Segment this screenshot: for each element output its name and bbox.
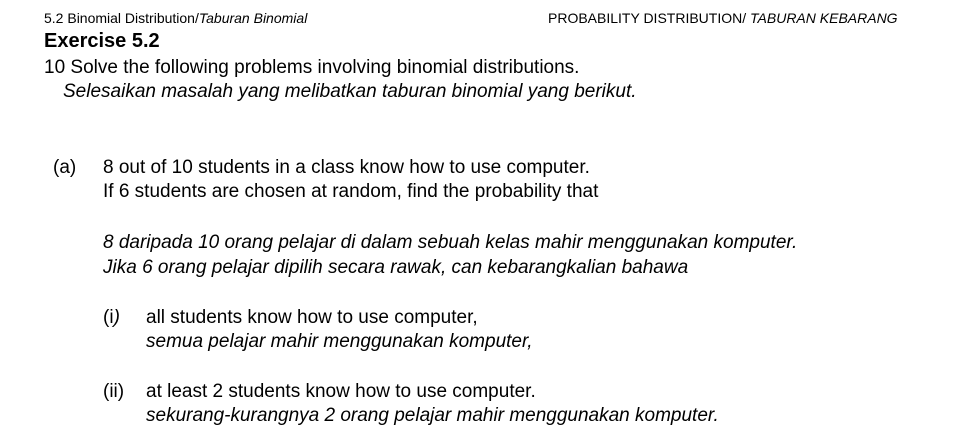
subpart-ii-label [103,380,124,403]
running-header-left [44,10,307,27]
instruction-english: 10 Solve the following problems involving binomial distributions. [44,57,580,78]
part-a-label: (a) [53,157,77,178]
instruction-malay: Selesaikan masalah yang melibatkan taburan binomial yang berikut. [63,81,637,102]
exercise-title: Exercise 5.2 [44,30,160,52]
header-right-italic-text: TABURAN KEBARANG [750,10,898,26]
running-header-right [548,10,898,27]
subpart-ii-malay: sekurang-kurangnya 2 orang pelajar mahir menggunakan komputer. [146,405,719,426]
part-a-malay-line-2: Jika 6 orang pelajar dipilih secara rawak, can kebarangkalian bahawa [103,257,689,278]
subpart-i-label-closing: ) [113,307,120,328]
subpart-i-malay: semua pelajar mahir menggunakan komputer, [146,331,533,352]
part-a-malay-line-1: 8 daripada 10 orang pelajar di dalam sebuah kelas mahir menggunakan komputer. [103,232,798,253]
header-left-text: 5.2 Binomial Distribution/ [44,10,199,26]
subpart-ii-label-text: (ii) [103,381,125,402]
subpart-ii-english: at least 2 students know how to use computer. [146,381,536,402]
subpart-i-label [103,306,120,329]
subpart-i-english: all students know how to use computer, [146,307,478,328]
part-a-english-line-2: If 6 students are chosen at random, find the probability that [103,181,599,202]
part-a-english-line-1: 8 out of 10 students in a class know how to use computer. [103,157,590,178]
header-right-text: PROBABILITY DISTRIBUTION/ [548,10,751,26]
header-left-italic-text: Taburan Binomial [198,10,308,26]
subpart-i-label-text: (i [103,307,114,328]
